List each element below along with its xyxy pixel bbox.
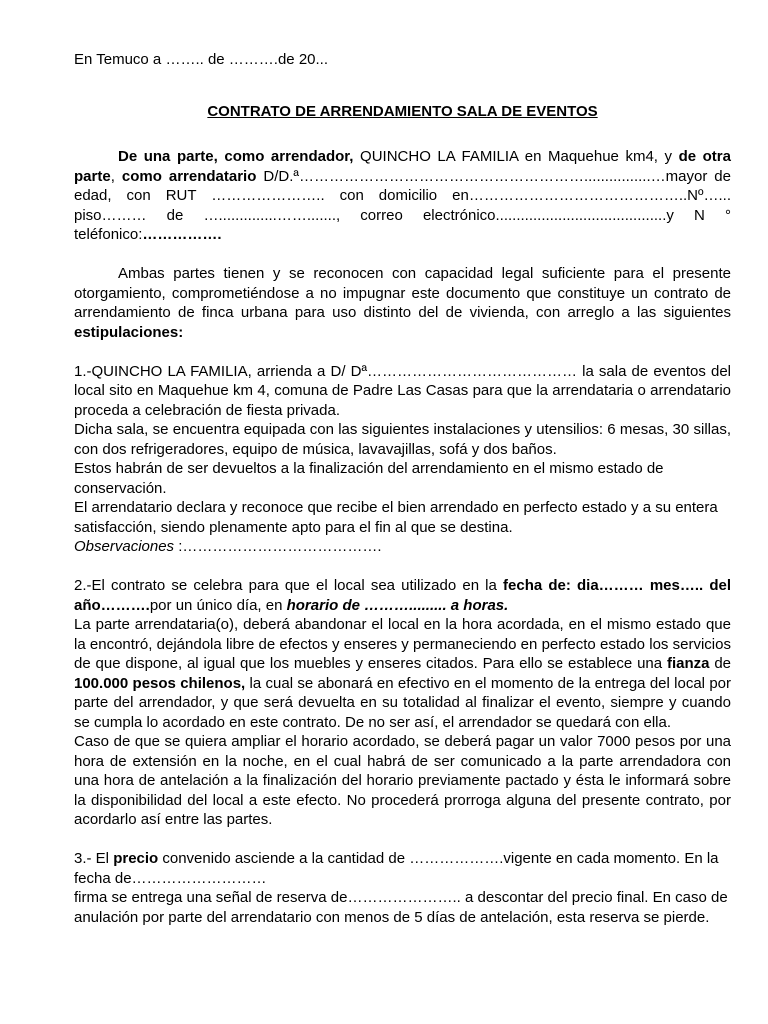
spacer	[74, 557, 731, 577]
clause3-intro: 3.- El	[74, 850, 114, 867]
clause2-paragraph	[74, 576, 731, 615]
parties-separator: ,	[110, 167, 122, 185]
spacer	[74, 342, 731, 362]
clause1-equipment: Dicha sala, se encuentra equipada con las siguientes instalaciones y utensilios: 6 mesas, 30 sillas, con dos refrigeradores, equipo de música, lavavajillas, sofá y dos baños.	[74, 421, 731, 458]
parties-other-label: de otra parte	[74, 148, 731, 185]
parties-lessor-name: QUINCHO LA FAMILIA en Maquehue km4, y	[353, 148, 679, 165]
observations-label: Observaciones	[74, 538, 175, 555]
deposit-terms: la cual se abonará en efectivo en el momento de la entrega del local por parte del arrendador, y que será devuelta en su totalidad al finalizar el evento, siempre y cuando se cumpla lo acordado en este contrato. De no ser así, el arrendador se quedará con ella.	[74, 674, 731, 731]
intro-text: Ambas partes tienen y se reconocen con capacidad legal suficiente para el presente otorgamiento, comprometiéndose a no impugnar este documento que constituye un contrato de arrendamiento de finca urbana para uso distinto del de vivienda, con arreglo a las siguientes	[74, 265, 731, 321]
clause2-extension-paragraph: Caso de que se quiera ampliar el horario acordado, se deberá pagar un valor 7000 pesos por una hora de extensión en la noche, en el cual habrá de ser comunicado a la parte arrendadora con una hora de antelación a la finalización del horario previamente pactado y ésta le informará sobre la disponibilidad del local a este efecto. No procederá prorroga alguna del presente contrato, por acordarlo así entre las partes.	[74, 733, 731, 828]
intro-paragraph	[74, 264, 731, 342]
price-label: precio	[113, 850, 159, 867]
clause2-date-blank: fecha de: dia……… mes….. del año……….	[74, 577, 731, 614]
clause2-deposit-intro: La parte arrendataria(o), deberá abandonar el local en la hora acordada, en el mismo estado que la encontró, dejándola libre de efectos y enseres y permaneciendo en perfecto estado los servicios de que dispone, al igual que los muebles y enseres citados. Para ello se establece una	[74, 616, 731, 672]
observations-blank: :………………………………….	[174, 538, 382, 555]
document-title: CONTRATO DE ARRENDAMIENTO SALA DE EVENTOS	[207, 102, 598, 120]
intro-stipulations-label: estipulaciones:	[74, 323, 184, 341]
clause2-deposit-paragraph	[74, 615, 731, 732]
clause1-observations	[74, 537, 731, 557]
deposit-connector: de	[709, 655, 732, 672]
parties-lessee-label: como arrendatario	[121, 167, 257, 185]
date-line: En Temuco a …….. de ……….de 20...	[74, 51, 329, 68]
clause3-price-text: convenido asciende a la cantidad de ……………….vigente en cada momento. En la fecha de………………………	[74, 850, 719, 887]
clause2-single-day: por un único día, en	[149, 596, 287, 614]
clause2-intro: 2.-El contrato se celebra para que el local sea utilizado en la	[74, 577, 504, 594]
parties-lessee-details: D/D.ª…………………………………………………................…mayor de edad, con RUT ………………….. con domicilio en……………………………………..Nº…... piso……… de …..............……......., correo electrónico.........................................y N ° teléfonico:	[74, 167, 731, 243]
clause2-schedule-blank: horario de ………......... a horas.	[286, 596, 509, 614]
clause1-paragraph: 1.-QUINCHO LA FAMILIA, arrienda a D/ Dª…………………………………… la sala de eventos del local sito en Maquehue km 4, comuna de Padre Las Casas para que la arrendataria o arrendatario proceda a celebración de fiesta privada.	[74, 362, 731, 419]
deposit-amount: 100.000 pesos chilenos,	[74, 674, 246, 692]
clause1-acknowledgement: El arrendatario declara y reconoce que recibe el bien arrendado en perfecto estado y a su entera satisfacción, siendo plenamente apto para el fin al que se destina.	[74, 499, 718, 536]
clause3-reservation: firma se entrega una señal de reserva de………………….. a descontar del precio final. En caso de anulación por parte del arrendatario con menos de 5 días de antelación, esta reserva se pierde.	[74, 889, 728, 926]
deposit-label: fianza	[666, 655, 710, 672]
spacer	[74, 830, 731, 850]
parties-phone-blank: …………….	[142, 226, 222, 243]
spacer	[74, 245, 731, 265]
parties-lessor-label: De una parte, como arrendador,	[118, 148, 354, 165]
contract-document	[74, 50, 731, 927]
clause3-paragraph	[74, 849, 731, 888]
parties-paragraph	[74, 147, 731, 245]
clause1-return: Estos habrán de ser devueltos a la finalización del arrendamiento en el mismo estado de conservación.	[74, 460, 664, 497]
